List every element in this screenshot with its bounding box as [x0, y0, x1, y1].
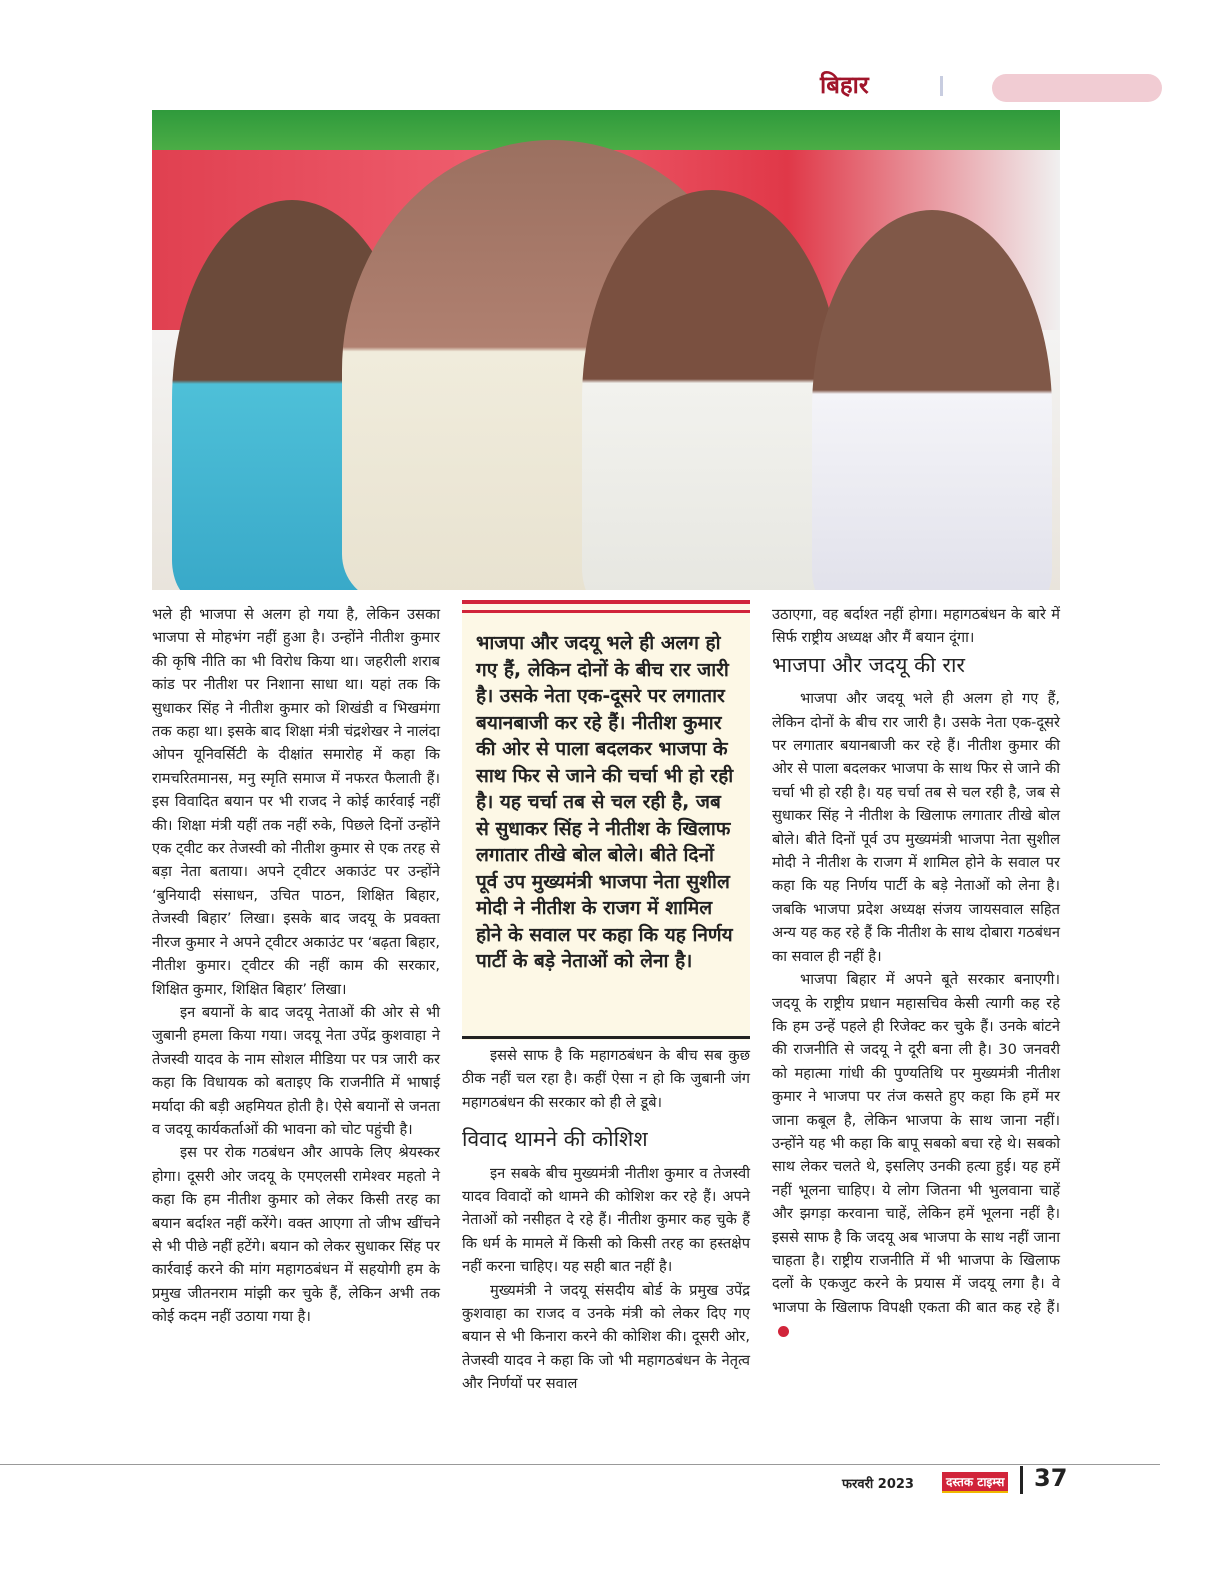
paragraph: भाजपा और जदयू भले ही अलग हो गए हैं, लेकिन दोनों के बीच रार जारी है। उसके नेता एक-दूसरे पर लगातार बयानबाजी कर रहे हैं। नीतीश कुमार की ओर से पाला बदलकर भाजपा के साथ फिर से जाने की चर्चा भी हो रही है। यह चर्चा तब से चल रही है, जब से सुधाकर सिंह ने नीतीश के खिलाफ लगातार तीखे बोल बोले। बीते दिनों पूर्व उप मुख्यमंत्री भाजपा नेता सुशील मोदी ने नीतीश के राजग में शामिल होने के सवाल पर कहा कि यह निर्णय पार्टी के बड़े नेताओं को लेना है। जबकि भाजपा प्रदेश अध्यक्ष संजय जायसवाल सहित अन्य यह कह रहे हैं कि नीतीश के साथ दोबारा गठबंधन का सवाल ही नहीं है। [772, 690, 1060, 965]
left-column [152, 603, 440, 1329]
subheading: विवाद थामने की कोशिश [462, 1127, 648, 1152]
page-number: 37 [1034, 1464, 1068, 1492]
footer-rule [0, 1464, 1160, 1465]
header-decoration [992, 74, 1162, 102]
middle-column [462, 1044, 750, 1396]
paragraph: इन सबके बीच मुख्यमंत्री नीतीश कुमार व तेजस्वी यादव विवादों को थामने की कोशिश कर रहे हैं। अपने नेताओं को नसीहत दे रहे हैं। नीतीश कुमार कह चुके हैं कि धर्म के मामले में किसी को किसी तरह का हस्तक्षेप नहीं करना चाहिए। यह सही बात नहीं है। [462, 1164, 750, 1276]
paragraph: इन बयानों के बाद जदयू नेताओं की ओर से भी जुबानी हमला किया गया। जदयू नेता उपेंद्र कुशवाहा ने तेजस्वी यादव के नाम सोशल मीडिया पर पत्र जारी कर कहा कि विधायक को बताइए कि राजनीति में भाषाई मर्यादा की बड़ी अहमियत होती है। ऐसे बयानों से जनता व जदयू कार्यकर्ताओं की भावना को चोट पहुंची है। [152, 1003, 440, 1138]
paragraph: भाजपा बिहार में अपने बूते सरकार बनाएगी। जदयू के राष्ट्रीय प्रधान महासचिव केसी त्यागी कह रहे कि हम उन्हें पहले ही रिजेक्ट कर चुके हैं। उनके बांटने की राजनीति से जदयू ने दूरी बना ली है। 30 जनवरी को महात्मा गांधी की पुण्यतिथि पर मुख्यमंत्री नीतीश कुमार ने भाजपा पर तंज कसते हुए कहा कि हमें मर जाना कबूल है, लेकिन भाजपा के साथ जाना नहीं। उन्होंने यह भी कहा कि बापू सबको बचा रहे थे। सबको साथ लेकर चलते थे, इसलिए उनकी हत्या हुई। यह हमें नहीं भूलना चाहिए। ये लोग जितना भी भुलवाना चाहें और झगड़ा करवाना चाहें, लेकिन हमें भूलना नहीं है। इससे साफ है कि जदयू अब भाजपा के साथ नहीं जाना चाहता है। राष्ट्रीय राजनीति में भी भाजपा के खिलाफ दलों के एकजुट करने के प्रयास में जदयू लगा है। वे भाजपा के खिलाफ विपक्षी एकता की बात कह रहे हैं। [772, 971, 1060, 1316]
section-title: बिहार [820, 71, 869, 99]
paragraph: इससे साफ है कि महागठबंधन के बीच सब कुछ ठीक नहीं चल रहा है। कहीं ऐसा न हो कि जुबानी जंग महागठबंधन की सरकार को ही ले डूबे। [462, 1047, 750, 1111]
header-divider [940, 76, 943, 96]
right-column [772, 603, 1060, 1343]
article-photo [152, 110, 1060, 590]
pull-quote-rule [462, 1036, 750, 1039]
paragraph: इस पर रोक गठबंधन और आपके लिए श्रेयस्कर होगा। दूसरी ओर जदयू के एमएलसी रामेश्वर महतो ने कहा कि हम नीतीश कुमार को लेकर किसी तरह का बयान बर्दाश्त नहीं करेंगे। वक्त आएगा तो जीभ खींचने से भी पीछे नहीं हटेंगे। बयान को लेकर सुधाकर सिंह पर कार्रवाई करने की मांग महागठबंधन में सहयोगी हम के प्रमुख जीतनराम मांझी कर चुके हैं, लेकिन अभी तक कोई कदम नहीं उठाया गया है। [152, 1144, 440, 1326]
paragraph: उठाएगा, वह बर्दाश्त नहीं होगा। महागठबंधन के बारे में सिर्फ राष्ट्रीय अध्यक्ष और मैं बयान दूंगा। [772, 606, 1060, 647]
subheading: भाजपा और जदयू की रार [772, 652, 966, 677]
issue-date: फरवरी 2023 [842, 1477, 914, 1492]
paragraph: भले ही भाजपा से अलग हो गया है, लेकिन उसका भाजपा से मोहभंग नहीं हुआ है। उन्होंने नीतीश कुमार की कृषि नीति का भी विरोध किया था। जहरीली शराब कांड पर नीतीश पर निशाना साधा था। यहां तक कि सुधाकर सिंह ने नीतीश कुमार को शिखंडी व भिखमंगा तक कहा था। इसके बाद शिक्षा मंत्री चंद्रशेखर ने नालंदा ओपन यूनिवर्सिटी के दीक्षांत समारोह में कहा कि रामचरितमानस, मनु स्मृति समाज में नफरत फैलाती हैं। इस विवादित बयान पर भी राजद ने कोई कार्रवाई नहीं की। शिक्षा मंत्री यहीं तक नहीं रुके, पिछले दिनों उन्होंने एक ट्वीट कर तेजस्वी को नीतीश कुमार से एक तरह से बड़ा नेता बताया। अपने ट्वीटर अकाउंट पर उन्होंने ‘बुनियादी संसाधन, उचित पाठन, शिक्षित बिहार, तेजस्वी बिहार’ लिखा। इसके बाद जदयू के प्रवक्ता नीरज कुमार ने अपने ट्वीटर अकाउंट पर ‘बढ़ता बिहार, नीतीश कुमार। ट्वीटर की नहीं काम की सरकार, शिक्षित कुमार, शिक्षित बिहार’ लिखा। [152, 606, 440, 998]
pull-quote-box [462, 600, 750, 1040]
paragraph: मुख्यमंत्री ने जदयू संसदीय बोर्ड के प्रमुख उपेंद्र कुशवाहा का राजद व उनके मंत्री को लेकर दिए गए बयान से भी किनारा करने की कोशिश की। दूसरी ओर, तेजस्वी यादव ने कहा कि जो भी महागठबंधन के नेतृत्व और निर्णयों पर सवाल [462, 1281, 750, 1393]
photo-person-right [812, 210, 1052, 590]
photo-person-middle [582, 190, 842, 590]
end-mark-icon [778, 1326, 789, 1337]
magazine-logo: दस्तक टाइम्स [942, 1472, 1008, 1493]
pull-quote-text: भाजपा और जदयू भले ही अलग हो गए हैं, लेकिन दोनों के बीच रार जारी है। उसके नेता एक-दूसरे पर लगातार बयानबाजी कर रहे हैं। नीतीश कुमार की ओर से पाला बदलकर भाजपा के साथ फिर से जाने की चर्चा भी हो रही है। यह चर्चा तब से चल रही है, जब से सुधाकर सिंह ने नीतीश के खिलाफ लगातार तीखे बोल बोले। बीते दिनों पूर्व उप मुख्यमंत्री भाजपा नेता सुशील मोदी ने नीतीश के राजग में शामिल होने के सवाल पर कहा कि यह निर्णय पार्टी के बड़े नेताओं को लेना है। [476, 632, 734, 972]
footer-divider [1020, 1466, 1023, 1494]
